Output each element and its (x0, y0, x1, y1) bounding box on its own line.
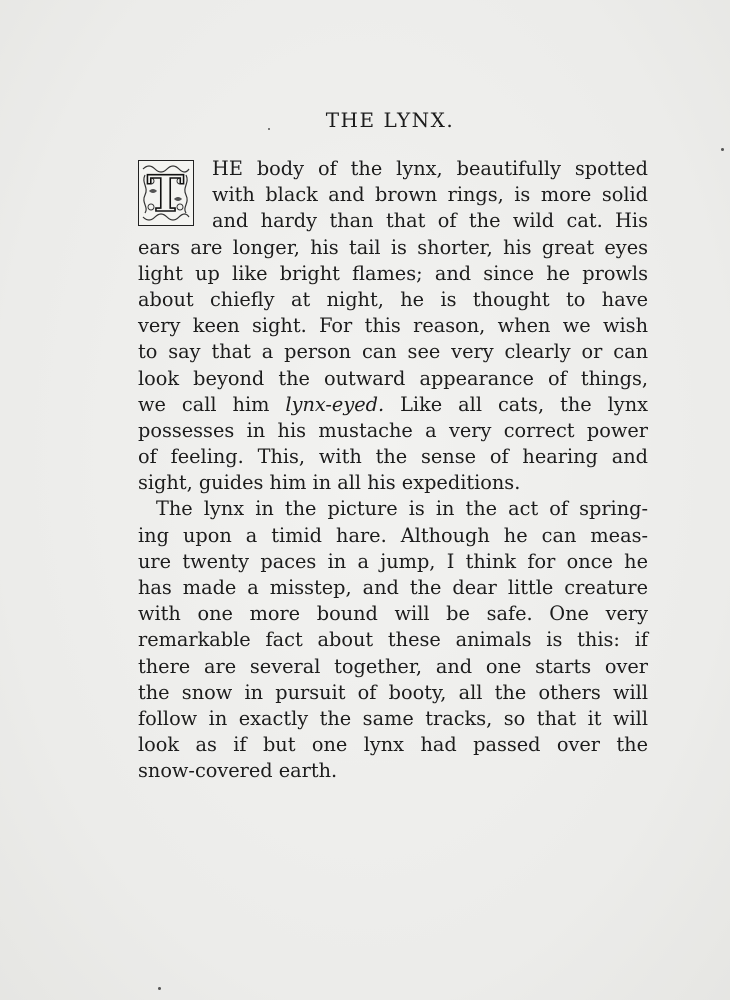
paragraph-1 (138, 156, 648, 496)
text-line: possesses in his mustache a very correct power (138, 418, 648, 442)
text-line: very keen sight. For this reason, when we wish (138, 314, 648, 338)
text-line: to say that a person can see very clearly or can (138, 340, 648, 364)
italic-term: lynx-eyed. (285, 392, 385, 416)
text-line: ure twenty paces in a jump, I think for once he (138, 549, 648, 573)
text-line: has made a misstep, and the dear little creature (138, 576, 648, 599)
text-line: with black and brown rings, is more solid (212, 183, 648, 207)
paper-speck (158, 987, 161, 990)
text-line: snow-covered earth. (138, 759, 338, 783)
ornament-icon (139, 161, 192, 224)
text-segment: we call him (138, 392, 270, 416)
page-title: THE LYNX. (325, 108, 455, 132)
body-text (138, 156, 648, 785)
text-line: The lynx in the picture is in the act of spring- (156, 497, 648, 521)
paragraph-2 (138, 496, 648, 784)
text-segment: Like all cats, the lynx (400, 392, 648, 416)
text-line: follow in exactly the same tracks, so that it will (138, 706, 648, 730)
text-line: with one more bound will be safe. One very (138, 602, 648, 626)
text-line: look beyond the outward appearance of things, (138, 366, 648, 390)
decorative-drop-cap (138, 160, 194, 226)
text-line: ears are longer, his tail is shorter, his great eyes (138, 235, 648, 259)
text-line: about chiefly at night, he is thought to have (138, 287, 648, 311)
text-line: light up like bright flames; and since he prowls (138, 261, 648, 285)
text-line (138, 392, 648, 418)
drop-cap-letter: T (146, 164, 185, 223)
text-line: sight, guides him in all his expeditions. (138, 471, 521, 495)
paper-speck (268, 128, 270, 130)
paper-speck (721, 148, 724, 151)
text-line: and hardy than that of the wild cat. His (212, 209, 648, 233)
text-line: ing upon a timid hare. Although he can meas- (138, 523, 648, 547)
text-line: remarkable fact about these animals is this: if (138, 628, 648, 652)
text-line: look as if but one lynx had passed over the (138, 733, 648, 757)
text-line: there are several together, and one starts over (138, 654, 648, 678)
text-line: HE body of the lynx, beautifully spotted (212, 157, 648, 180)
text-line: the snow in pursuit of booty, all the others will (138, 680, 648, 704)
text-line: of feeling. This, with the sense of hearing and (138, 445, 648, 469)
